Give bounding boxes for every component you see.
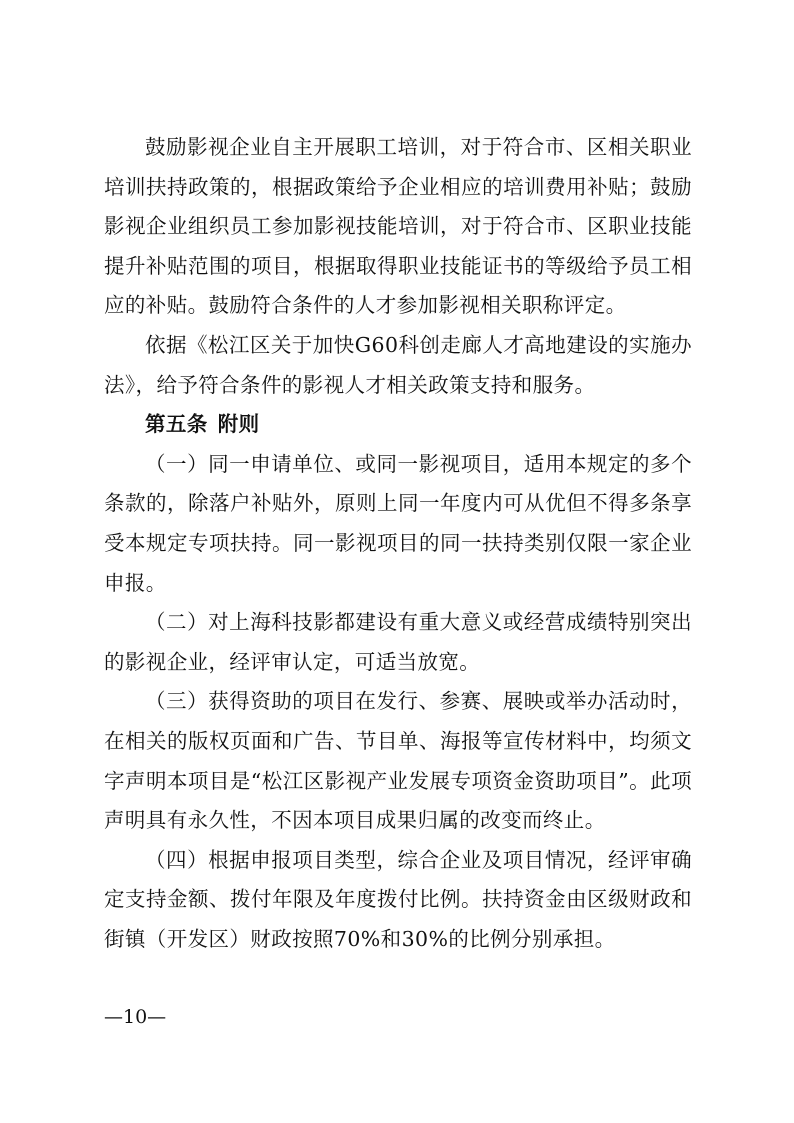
document-body [104,128,692,959]
clause-4: （四）根据申报项目类型，综合企业及项目情况，经评审确定支持金额、拨付年限及年度拨付比例。扶持资金由区级财政和街镇（开发区）财政按照70%和30%的比例分别承担。 [104,847,692,951]
clause-2: （二）对上海科技影都建设有重大意义或经营成绩特别突出的影视企业，经评审认定，可适当放宽。 [104,610,692,674]
section-number: 第五条 [145,412,208,437]
page-number: —10— [104,1006,167,1028]
section-heading [104,405,692,445]
paragraph-training-support: 鼓励影视企业自主开展职工培训，对于符合市、区相关职业培训扶持政策的，根据政策给予企业相应的培训费用补贴；鼓励影视企业组织员工参加影视技能培训，对于符合市、区职业技能提升补贴范围的项目，根据取得职业技能证书的等级给予员工相应的补贴。鼓励符合条件的人才参加影视相关职称评定。 [104,135,692,318]
clause-3: （三）获得资助的项目在发行、参赛、展映或举办活动时，在相关的版权页面和广告、节目单、海报等宣传材料中，均须文字声明本项目是“松江区影视产业发展专项资金资助项目”。此项声明具有永久性，不因本项目成果归属的改变而终止。 [104,689,692,833]
clause-1: （一）同一申请单位、或同一影视项目，适用本规定的多个条款的，除落户补贴外，原则上同一年度内可从优但不得多条享受本规定专项扶持。同一影视项目的同一扶持类别仅限一家企业申报。 [104,451,692,595]
paragraph-talent-policy: 依据《松江区关于加快G60科创走廊人才高地建设的实施办法》，给予符合条件的影视人才相关政策支持和服务。 [104,332,692,397]
section-title: 附则 [217,412,260,437]
